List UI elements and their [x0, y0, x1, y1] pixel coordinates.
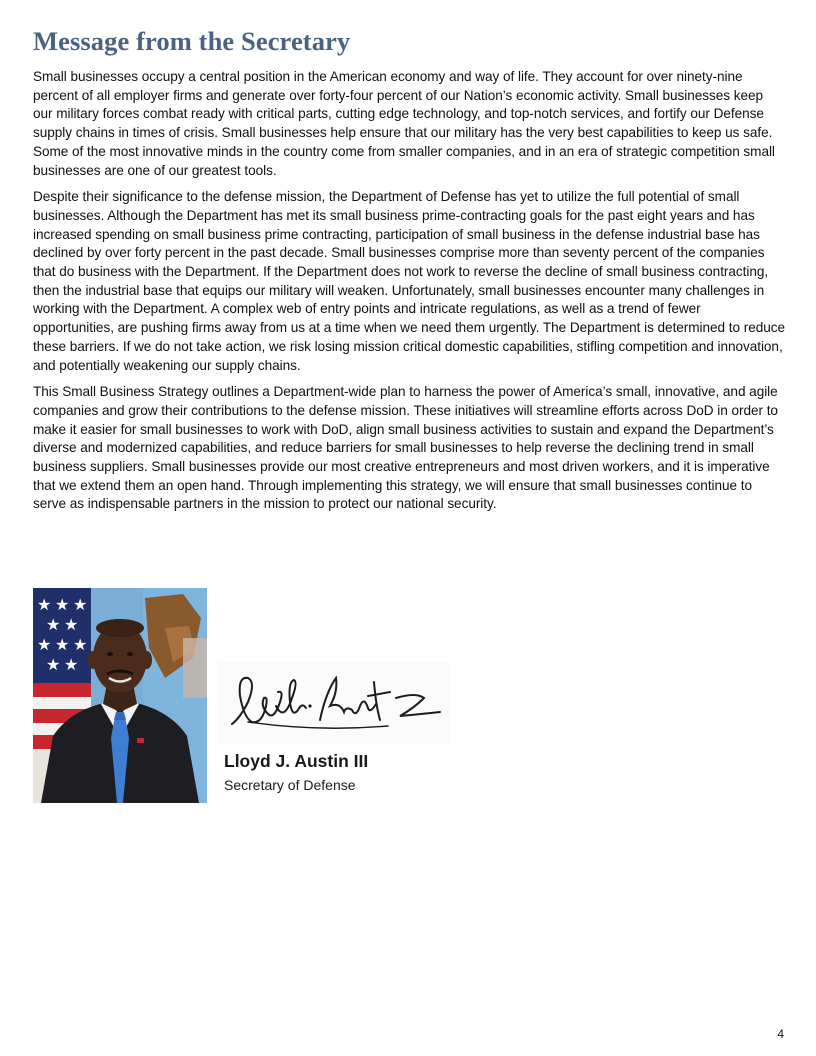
svg-text:★: ★ — [55, 595, 70, 614]
svg-text:★: ★ — [73, 635, 88, 654]
svg-text:★: ★ — [73, 595, 88, 614]
paragraph-3: This Small Business Strategy outlines a Department-wide plan to harness the power of America’s small, innovative, and agile companies and grow their contributions to the defense mission. These initiatives will streamline efforts across DoD in order to make it easier for small businesses to work with DoD, align small business activities to sustain and expand the Department’s diverse and modernized capabilities, and reduce barriers for small businesses to help reverse the declining trend in small business suppliers. Small businesses provide our most creative entrepreneurs and most driven workers, and it is imperative that we extend them an open hand. Through implementing this strategy, we will ensure that small businesses continue to serve as indispensable partners in the mission to protect our national security. — [33, 384, 778, 512]
svg-text:★: ★ — [37, 635, 52, 654]
svg-text:★: ★ — [46, 615, 61, 634]
paragraph-1: Small businesses occupy a central position in the American economy and way of life. They account for over ninety-nine percent of all employer firms and generate over forty-four percent of our Nation’s economic activity. Small businesses keep our military forces combat ready with critical parts, cutting edge technology, and top-notch services, and fortify our Defense supply chains in times of crisis. Small businesses help ensure that our military has the very best capabilities to keep us safe. Some of the most innovative minds in the country come from smaller companies, and in an era of strategic competition small businesses are one of our greatest tools. — [33, 69, 775, 178]
message-body — [33, 68, 785, 522]
svg-text:★: ★ — [64, 655, 79, 674]
signer-name: Lloyd J. Austin III — [224, 751, 369, 771]
svg-text:★: ★ — [64, 615, 79, 634]
handwritten-signature — [218, 662, 450, 744]
svg-text:★: ★ — [46, 655, 61, 674]
secretary-portrait-photo — [33, 588, 207, 803]
svg-text:★: ★ — [37, 595, 52, 614]
page-number: 4 — [777, 1027, 784, 1041]
svg-text:★: ★ — [55, 635, 70, 654]
page-title: Message from the Secretary — [33, 26, 351, 56]
paragraph-2: Despite their significance to the defense mission, the Department of Defense has yet to utilize the full potential of small businesses. Although the Department has met its small business prime-contracting goals for the past eight years and has increased spending on small business prime contracting, participation of small business in the defense industrial base has declined by over forty percent in the past decade. Small businesses comprise more than seventy percent of the companies that do business with the Department. If the Department does not work to reverse the decline of small business contracting, then the industrial base that equips our military will weaken. Unfortunately, small businesses encounter many challenges in working with the Department. A complex web of entry points and intricate regulations, as well as a trend of fewer opportunities, are pushing firms away from us at a time when we need them urgently. The Department is determined to reduce these barriers. If we do not take action, we risk losing mission critical domestic capabilities, stifling competition and innovation, and potentially weakening our supply chains. — [33, 189, 786, 373]
signer-title: Secretary of Defense — [224, 777, 356, 793]
